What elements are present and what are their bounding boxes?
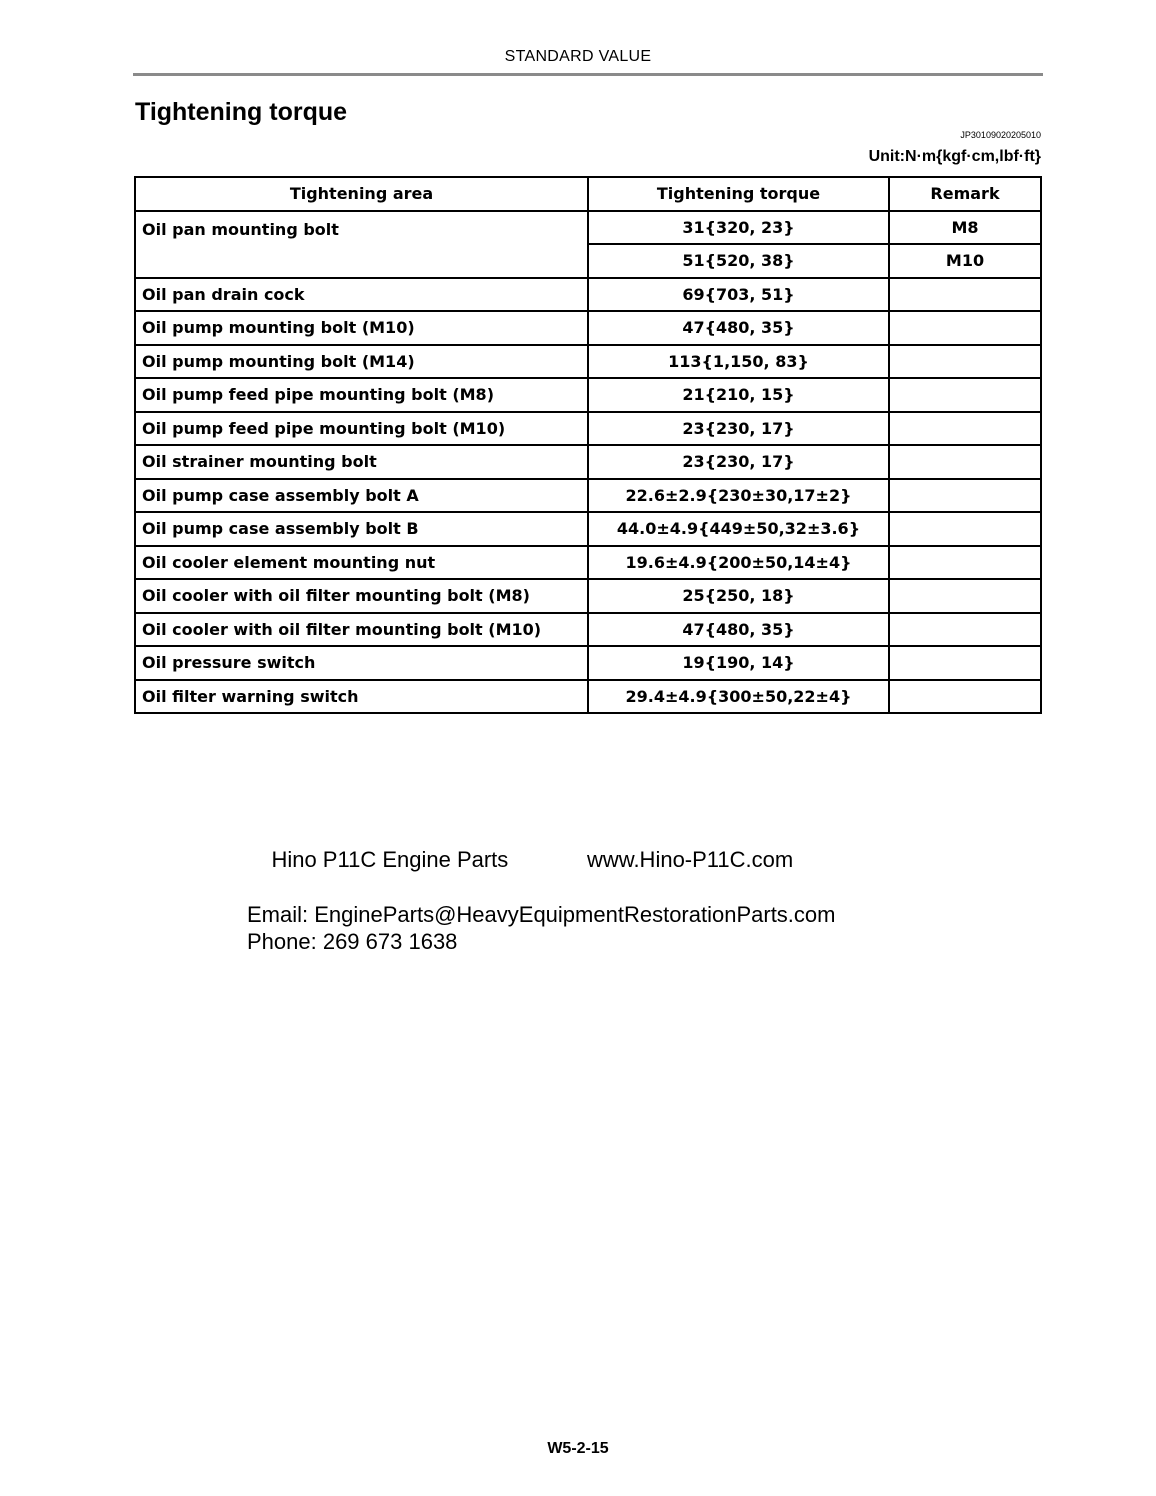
document-code: JP30109020205010 — [960, 130, 1041, 140]
area-cell: Oil pump feed pipe mounting bolt (M10) — [135, 412, 588, 446]
area-cell: Oil pump mounting bolt (M10) — [135, 311, 588, 345]
remark-cell — [889, 412, 1041, 446]
area-cell: Oil cooler element mounting nut — [135, 546, 588, 580]
section-title: Tightening torque — [135, 98, 348, 126]
area-cell: Oil pump case assembly bolt A — [135, 479, 588, 513]
contact-phone: Phone: 269 673 1638 — [247, 929, 458, 954]
table-row — [135, 378, 1041, 412]
torque-cell: 19{190, 14} — [588, 646, 889, 680]
remark-cell — [889, 311, 1041, 345]
remark-cell: M10 — [889, 244, 1041, 278]
remark-cell: M8 — [889, 211, 1041, 245]
torque-table — [134, 176, 1042, 714]
column-header-area: Tightening area — [135, 177, 588, 211]
remark-cell — [889, 378, 1041, 412]
remark-cell — [889, 445, 1041, 479]
torque-cell: 23{230, 17} — [588, 412, 889, 446]
area-cell: Oil pump mounting bolt (M14) — [135, 345, 588, 379]
website-link[interactable]: www.Hino-P11C.com — [587, 846, 794, 872]
area-cell: Oil pump feed pipe mounting bolt (M8) — [135, 378, 588, 412]
column-header-torque: Tightening torque — [588, 177, 889, 211]
remark-cell — [889, 345, 1041, 379]
area-cell: Oil cooler with oil filter mounting bolt (M8) — [135, 579, 588, 613]
area-cell — [135, 211, 588, 278]
remark-cell — [889, 512, 1041, 546]
torque-cell: 51{520, 38} — [588, 244, 889, 278]
company-name: Hino P11C Engine Parts — [271, 846, 509, 872]
remark-cell — [889, 613, 1041, 647]
area-cell: Oil filter warning switch — [135, 680, 588, 714]
torque-cell: 21{210, 15} — [588, 378, 889, 412]
page-number: W5-2-15 — [547, 1440, 609, 1457]
remark-cell — [889, 646, 1041, 680]
table-header-row — [135, 177, 1041, 211]
table-row — [135, 412, 1041, 446]
contact-line-company — [247, 818, 835, 901]
table-row — [135, 546, 1041, 580]
table-row — [135, 479, 1041, 513]
torque-cell: 25{250, 18} — [588, 579, 889, 613]
remark-cell — [889, 278, 1041, 312]
table-row — [135, 278, 1041, 312]
header-divider — [133, 73, 1043, 76]
table-row — [135, 680, 1041, 714]
contact-block — [247, 818, 835, 956]
page-header-title: STANDARD VALUE — [504, 48, 652, 65]
torque-cell: 113{1,150, 83} — [588, 345, 889, 379]
area-cell: Oil pan drain cock — [135, 278, 588, 312]
remark-cell — [889, 479, 1041, 513]
area-cell: Oil strainer mounting bolt — [135, 445, 588, 479]
remark-cell — [889, 546, 1041, 580]
contact-email[interactable]: Email: EngineParts@HeavyEquipmentRestorationParts.com — [247, 901, 836, 927]
torque-cell: 69{703, 51} — [588, 278, 889, 312]
table-row — [135, 445, 1041, 479]
remark-cell — [889, 680, 1041, 714]
torque-cell: 23{230, 17} — [588, 445, 889, 479]
torque-cell: 29.4±4.9{300±50,22±4} — [588, 680, 889, 714]
unit-label: Unit:N·m{kgf·cm,lbf·ft} — [868, 148, 1041, 165]
table-row — [135, 613, 1041, 647]
table-row — [135, 311, 1041, 345]
torque-cell: 31{320, 23} — [588, 211, 889, 245]
remark-cell — [889, 579, 1041, 613]
area-cell: Oil pressure switch — [135, 646, 588, 680]
torque-cell: 47{480, 35} — [588, 311, 889, 345]
table-row — [135, 579, 1041, 613]
table-row — [135, 512, 1041, 546]
torque-cell: 44.0±4.9{449±50,32±3.6} — [588, 512, 889, 546]
area-text: Oil pan mounting bolt — [142, 219, 339, 239]
torque-cell: 19.6±4.9{200±50,14±4} — [588, 546, 889, 580]
table-row — [135, 345, 1041, 379]
column-header-remark: Remark — [889, 177, 1041, 211]
table-row — [135, 211, 1041, 245]
area-cell: Oil cooler with oil filter mounting bolt (M10) — [135, 613, 588, 647]
torque-cell: 22.6±2.9{230±30,17±2} — [588, 479, 889, 513]
torque-cell: 47{480, 35} — [588, 613, 889, 647]
table-row — [135, 646, 1041, 680]
area-cell: Oil pump case assembly bolt B — [135, 512, 588, 546]
